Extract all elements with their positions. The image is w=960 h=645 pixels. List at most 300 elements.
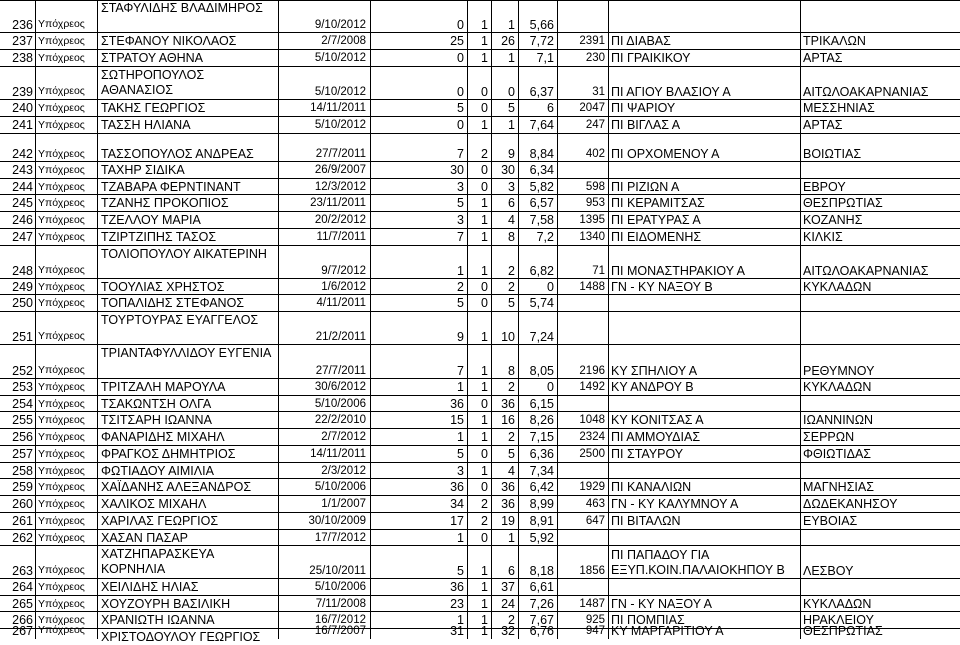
row-col-b[interactable]: 1 <box>468 229 492 246</box>
row-school[interactable]: ΠΙ ΓΡΑΙΚΙΚΟΥ <box>609 50 801 67</box>
row-date[interactable]: 30/10/2009 <box>279 513 371 530</box>
row-type[interactable]: Υπόχρεος <box>36 612 98 629</box>
row-school[interactable]: ΚΥ ΜΑΡΓΑΡΙΤΙΟΥ Α <box>609 629 801 639</box>
row-name[interactable]: ΧΕΙΛΙΔΗΣ ΗΛΙΑΣ <box>98 579 279 596</box>
row-name[interactable]: ΧΡΙΣΤΟΔΟΥΛΟΥ ΓΕΩΡΓΙΟΣ <box>98 629 279 639</box>
row-score[interactable]: 7,15 <box>519 429 558 446</box>
row-score[interactable]: 5,66 <box>519 0 558 33</box>
row-prefecture[interactable]: ΘΕΣΠΡΩΤΙΑΣ <box>803 624 883 638</box>
row-code[interactable]: 1340 <box>558 229 609 246</box>
row-school[interactable]: ΠΙ ΨΑΡΙΟΥ <box>609 100 801 117</box>
row-col-c[interactable]: 32 <box>492 629 519 639</box>
row-col-c[interactable]: 19 <box>492 513 519 530</box>
row-school[interactable]: ΠΙ ΟΡΧΟΜΕΝΟΥ Α <box>609 134 801 162</box>
row-date[interactable]: 5/10/2006 <box>279 396 371 412</box>
row-school[interactable]: ΓΝ - ΚΥ ΚΑΛΥΜΝΟΥ Α <box>609 496 801 513</box>
row-type[interactable]: Υπόχρεος <box>36 446 98 463</box>
row-code[interactable] <box>558 579 609 596</box>
row-type[interactable]: Υπόχρεος <box>36 295 98 312</box>
row-col-b[interactable]: 1 <box>468 33 492 50</box>
row-col-b[interactable]: 1 <box>468 345 492 379</box>
row-code[interactable]: 947 <box>558 629 609 639</box>
row-prefecture[interactable] <box>801 463 960 479</box>
row-col-b[interactable]: 0 <box>468 100 492 117</box>
row-name[interactable]: ΦΩΤΙΑΔΟΥ ΑΙΜΙΛΙΑ <box>98 463 279 479</box>
row-col-b[interactable]: 2 <box>468 496 492 513</box>
row-name[interactable]: ΧΑΣΑΝ ΠΑΣΑΡ <box>98 530 279 546</box>
row-school[interactable] <box>609 396 801 412</box>
row-score[interactable]: 7,58 <box>519 212 558 229</box>
row-school[interactable] <box>609 162 801 179</box>
row-col-a[interactable]: 36 <box>371 396 468 412</box>
row-score[interactable]: 6 <box>519 100 558 117</box>
row-score[interactable]: 8,91 <box>519 513 558 530</box>
row-name[interactable]: ΤΟΠΑΛΙΔΗΣ ΣΤΕΦΑΝΟΣ <box>98 295 279 312</box>
row-col-a[interactable]: 17 <box>371 513 468 530</box>
row-prefecture[interactable] <box>801 530 960 546</box>
row-prefecture[interactable] <box>801 579 960 596</box>
row-col-c[interactable]: 9 <box>492 134 519 162</box>
row-code[interactable]: 230 <box>558 50 609 67</box>
row-name[interactable]: ΣΩΤΗΡΟΠΟΥΛΟΣ ΑΘΑΝΑΣΙΟΣ <box>98 67 279 100</box>
row-score[interactable]: 0 <box>519 279 558 295</box>
row-col-c[interactable]: 2 <box>492 429 519 446</box>
row-date[interactable]: 5/10/2012 <box>279 117 371 134</box>
row-number[interactable]: 259 <box>0 479 36 496</box>
row-prefecture[interactable]: ΕΒΡΟΥ <box>803 179 846 194</box>
row-col-c[interactable]: 1 <box>492 117 519 134</box>
row-col-a[interactable]: 31 <box>371 629 468 639</box>
row-code[interactable]: 2391 <box>558 33 609 50</box>
row-col-a[interactable]: 7 <box>371 134 468 162</box>
row-code[interactable]: 402 <box>558 134 609 162</box>
row-prefecture[interactable]: ΚΥΚΛΑΔΩΝ <box>803 279 872 294</box>
row-col-c[interactable]: 4 <box>492 212 519 229</box>
row-school[interactable]: ΠΙ ΕΙΔΟΜΕΝΗΣ <box>609 229 801 246</box>
row-col-a[interactable]: 0 <box>371 117 468 134</box>
row-type[interactable]: Υπόχρεος <box>36 100 98 117</box>
row-col-a[interactable]: 36 <box>371 479 468 496</box>
row-number[interactable]: 250 <box>0 295 36 312</box>
row-col-c[interactable]: 24 <box>492 596 519 612</box>
row-number[interactable]: 260 <box>0 496 36 513</box>
row-number[interactable]: 239 <box>0 67 36 100</box>
row-col-b[interactable]: 0 <box>468 396 492 412</box>
row-school[interactable] <box>609 463 801 479</box>
row-school[interactable]: ΠΙ ΡΙΖΙΩΝ Α <box>609 179 801 195</box>
row-score[interactable]: 6,42 <box>519 479 558 496</box>
row-prefecture[interactable] <box>801 295 960 312</box>
row-school[interactable]: ΠΙ ΣΤΑΥΡΟΥ <box>609 446 801 463</box>
row-number[interactable]: 236 <box>0 0 36 33</box>
row-col-b[interactable]: 0 <box>468 530 492 546</box>
row-type[interactable]: Υπόχρεος <box>36 379 98 396</box>
row-school[interactable]: ΠΙ ΑΓΙΟΥ ΒΛΑΣΙΟΥ Α <box>609 67 801 100</box>
row-type[interactable]: Υπόχρεος <box>36 134 98 162</box>
row-name[interactable]: ΣΤΕΦΑΝΟΥ ΝΙΚΟΛΑΟΣ <box>98 33 279 50</box>
row-name[interactable]: ΤΑΧΗΡ ΣΙΔΙΚΑ <box>98 162 279 179</box>
row-col-a[interactable]: 30 <box>371 162 468 179</box>
row-code[interactable] <box>558 162 609 179</box>
row-school[interactable]: ΚΥ ΣΠΗΛΙΟΥ Α <box>609 345 801 379</box>
row-code[interactable]: 2324 <box>558 429 609 446</box>
row-col-a[interactable]: 25 <box>371 33 468 50</box>
row-col-c[interactable]: 5 <box>492 295 519 312</box>
row-name[interactable]: ΤΑΚΗΣ ΓΕΩΡΓΙΟΣ <box>98 100 279 117</box>
row-prefecture[interactable]: ΕΥΒΟΙΑΣ <box>803 514 858 528</box>
row-school[interactable] <box>609 0 801 33</box>
row-col-c[interactable]: 8 <box>492 229 519 246</box>
row-score[interactable]: 7,2 <box>519 229 558 246</box>
row-col-c[interactable]: 10 <box>492 312 519 345</box>
row-number[interactable]: 237 <box>0 33 36 50</box>
row-prefecture[interactable] <box>801 396 960 412</box>
row-col-a[interactable]: 1 <box>371 246 468 279</box>
row-name[interactable]: ΧΑΛΙΚΟΣ ΜΙΧΑΗΛ <box>98 496 279 513</box>
row-prefecture[interactable]: ΜΑΓΝΗΣΙΑΣ <box>803 480 874 494</box>
row-col-c[interactable]: 36 <box>492 496 519 513</box>
row-prefecture[interactable]: ΗΡΑΚΛΕΙΟΥ <box>803 613 874 627</box>
row-code[interactable]: 31 <box>558 67 609 100</box>
row-code[interactable]: 1395 <box>558 212 609 229</box>
row-name[interactable]: ΦΡΑΓΚΟΣ ΔΗΜΗΤΡΙΟΣ <box>98 446 279 463</box>
row-type[interactable]: Υπόχρεος <box>36 596 98 612</box>
row-type[interactable]: Υπόχρεος <box>36 345 98 379</box>
row-type[interactable]: Υπόχρεος <box>36 67 98 100</box>
row-school[interactable]: ΠΙ ΜΟΝΑΣΤΗΡΑΚΙΟΥ Α <box>609 246 801 279</box>
row-col-b[interactable]: 0 <box>468 279 492 295</box>
row-col-a[interactable]: 5 <box>371 195 468 212</box>
row-col-b[interactable]: 1 <box>468 117 492 134</box>
row-prefecture[interactable]: ΑΡΤΑΣ <box>803 118 843 132</box>
row-code[interactable]: 925 <box>558 612 609 629</box>
row-score[interactable]: 8,26 <box>519 412 558 429</box>
row-type[interactable]: Υπόχρεος <box>36 496 98 513</box>
row-code[interactable] <box>558 463 609 479</box>
row-school[interactable] <box>609 312 801 345</box>
row-number[interactable]: 252 <box>0 345 36 379</box>
row-number[interactable]: 262 <box>0 530 36 546</box>
row-col-c[interactable]: 2 <box>492 379 519 396</box>
row-date[interactable]: 27/7/2011 <box>279 134 371 162</box>
row-prefecture[interactable]: ΑΙΤΩΛΟΑΚΑΡΝΑΝΙΑΣ <box>803 264 929 278</box>
row-date[interactable]: 9/7/2012 <box>279 246 371 279</box>
row-col-c[interactable]: 2 <box>492 246 519 279</box>
row-col-b[interactable]: 0 <box>468 479 492 496</box>
row-date[interactable]: 20/2/2012 <box>279 212 371 229</box>
row-col-c[interactable]: 6 <box>492 195 519 212</box>
row-score[interactable]: 6,36 <box>519 446 558 463</box>
row-name[interactable]: ΤΟΟΥΛΙΑΣ ΧΡΗΣΤΟΣ <box>98 279 279 295</box>
row-type[interactable]: Υπόχρεος <box>36 579 98 596</box>
row-date[interactable]: 27/7/2011 <box>279 345 371 379</box>
row-code[interactable] <box>558 396 609 412</box>
row-prefecture[interactable]: ΛΕΣΒΟΥ <box>803 564 854 578</box>
row-code[interactable]: 1492 <box>558 379 609 396</box>
row-school[interactable] <box>609 579 801 596</box>
row-score[interactable]: 6,34 <box>519 162 558 179</box>
row-col-b[interactable]: 1 <box>468 629 492 639</box>
row-code[interactable] <box>558 530 609 546</box>
row-score[interactable]: 0 <box>519 379 558 396</box>
row-col-b[interactable]: 1 <box>468 412 492 429</box>
row-col-b[interactable]: 1 <box>468 246 492 279</box>
row-prefecture[interactable]: ΦΘΙΩΤΙΔΑΣ <box>803 447 872 461</box>
row-score[interactable]: 6,15 <box>519 396 558 412</box>
row-col-a[interactable]: 5 <box>371 446 468 463</box>
row-type[interactable]: Υπόχρεος <box>36 463 98 479</box>
row-date[interactable]: 4/11/2011 <box>279 295 371 312</box>
row-col-b[interactable]: 1 <box>468 429 492 446</box>
row-col-c[interactable]: 36 <box>492 396 519 412</box>
row-prefecture[interactable] <box>801 162 960 179</box>
row-col-b[interactable]: 0 <box>468 446 492 463</box>
row-date[interactable]: 1/6/2012 <box>279 279 371 295</box>
row-number[interactable]: 246 <box>0 212 36 229</box>
row-score[interactable]: 8,84 <box>519 134 558 162</box>
row-school[interactable]: ΠΙ ΕΡΑΤΥΡΑΣ Α <box>609 212 801 229</box>
row-col-b[interactable]: 1 <box>468 463 492 479</box>
row-col-c[interactable]: 37 <box>492 579 519 596</box>
row-code[interactable]: 953 <box>558 195 609 212</box>
row-col-b[interactable]: 0 <box>468 67 492 100</box>
row-col-c[interactable]: 5 <box>492 446 519 463</box>
row-col-b[interactable]: 0 <box>468 162 492 179</box>
row-prefecture[interactable]: ΒΟΙΩΤΙΑΣ <box>803 147 862 161</box>
row-type[interactable]: Υπόχρεος <box>36 0 98 33</box>
row-type[interactable]: Υπόχρεος <box>36 412 98 429</box>
row-code[interactable] <box>558 295 609 312</box>
row-name[interactable]: ΧΑΡΙΛΑΣ ΓΕΩΡΓΙΟΣ <box>98 513 279 530</box>
row-school[interactable]: ΠΙ ΒΙΤΑΛΩΝ <box>609 513 801 530</box>
row-col-c[interactable]: 2 <box>492 279 519 295</box>
row-name[interactable]: ΧΑΪΔΑΝΗΣ ΑΛΕΞΑΝΔΡΟΣ <box>98 479 279 496</box>
row-col-b[interactable]: 1 <box>468 312 492 345</box>
row-number[interactable]: 240 <box>0 100 36 117</box>
row-number[interactable]: 257 <box>0 446 36 463</box>
row-score[interactable]: 7,34 <box>519 463 558 479</box>
row-name[interactable]: ΤΟΛΙΟΠΟΥΛΟΥ ΑΙΚΑΤΕΡΙΝΗ <box>98 246 279 279</box>
row-date[interactable]: 22/2/2010 <box>279 412 371 429</box>
row-score[interactable]: 7,67 <box>519 612 558 629</box>
row-col-a[interactable]: 0 <box>371 67 468 100</box>
row-col-b[interactable]: 2 <box>468 513 492 530</box>
row-col-b[interactable]: 0 <box>468 179 492 195</box>
row-date[interactable]: 5/10/2012 <box>279 67 371 100</box>
row-code[interactable]: 1488 <box>558 279 609 295</box>
row-prefecture[interactable]: ΘΕΣΠΡΩΤΙΑΣ <box>803 196 883 210</box>
row-col-a[interactable]: 15 <box>371 412 468 429</box>
row-col-c[interactable]: 30 <box>492 162 519 179</box>
row-number[interactable]: 266 <box>0 612 36 629</box>
row-number[interactable]: 242 <box>0 134 36 162</box>
row-date[interactable]: 7/11/2008 <box>279 596 371 612</box>
row-school[interactable] <box>609 295 801 312</box>
row-code[interactable] <box>558 0 609 33</box>
row-col-c[interactable]: 16 <box>492 412 519 429</box>
row-type[interactable]: Υπόχρεος <box>36 312 98 345</box>
row-col-a[interactable]: 34 <box>371 496 468 513</box>
row-col-a[interactable]: 1 <box>371 429 468 446</box>
row-prefecture[interactable]: ΤΡΙΚΑΛΩΝ <box>803 34 866 48</box>
row-prefecture[interactable]: ΚΙΛΚΙΣ <box>803 230 843 244</box>
row-col-b[interactable]: 1 <box>468 212 492 229</box>
row-number[interactable]: 245 <box>0 195 36 212</box>
row-type[interactable]: Υπόχρεος <box>36 179 98 195</box>
row-score[interactable]: 6,82 <box>519 246 558 279</box>
row-date[interactable]: 16/7/2012 <box>279 612 371 629</box>
row-col-b[interactable]: 2 <box>468 134 492 162</box>
row-date[interactable]: 2/7/2008 <box>279 33 371 50</box>
row-prefecture[interactable]: ΚΟΖΑΝΗΣ <box>803 213 863 227</box>
row-date[interactable]: 16/7/2007 <box>279 629 371 639</box>
row-name[interactable]: ΧΟΥΖΟΥΡΗ ΒΑΣΙΛΙΚΗ <box>98 596 279 612</box>
row-score[interactable]: 7,64 <box>519 117 558 134</box>
row-date[interactable]: 2/7/2012 <box>279 429 371 446</box>
row-score[interactable]: 5,82 <box>519 179 558 195</box>
row-prefecture[interactable]: ΑΡΤΑΣ <box>803 51 843 65</box>
row-col-a[interactable]: 7 <box>371 229 468 246</box>
row-type[interactable]: Υπόχρεος <box>36 513 98 530</box>
row-col-a[interactable]: 7 <box>371 345 468 379</box>
row-name[interactable]: ΤΡΙΤΖΑΛΗ ΜΑΡΟΥΛΑ <box>98 379 279 396</box>
row-score[interactable]: 7,1 <box>519 50 558 67</box>
row-type[interactable]: Υπόχρεος <box>36 279 98 295</box>
row-prefecture[interactable] <box>801 312 960 345</box>
row-code[interactable]: 1487 <box>558 596 609 612</box>
row-school[interactable]: ΠΙ ΒΙΓΛΑΣ Α <box>609 117 801 134</box>
row-type[interactable]: Υπόχρεος <box>36 546 98 579</box>
row-name[interactable]: ΤΖΙΡΤΖΙΠΗΣ ΤΑΣΟΣ <box>98 229 279 246</box>
row-name[interactable]: ΤΣΑΚΩΝΤΣΗ ΟΛΓΑ <box>98 396 279 412</box>
row-number[interactable]: 263 <box>0 546 36 579</box>
row-code[interactable]: 2196 <box>558 345 609 379</box>
row-number[interactable]: 244 <box>0 179 36 195</box>
row-name[interactable]: ΤΑΣΣΗ ΗΛΙΑΝΑ <box>98 117 279 134</box>
row-date[interactable]: 17/7/2012 <box>279 530 371 546</box>
row-code[interactable]: 1856 <box>558 546 609 579</box>
row-col-a[interactable]: 9 <box>371 312 468 345</box>
row-code[interactable]: 1048 <box>558 412 609 429</box>
row-number[interactable]: 248 <box>0 246 36 279</box>
row-date[interactable]: 5/10/2006 <box>279 479 371 496</box>
row-number[interactable]: 261 <box>0 513 36 530</box>
row-number[interactable]: 265 <box>0 596 36 612</box>
row-type[interactable]: Υπόχρεος <box>36 195 98 212</box>
row-number[interactable]: 254 <box>0 396 36 412</box>
row-number[interactable]: 243 <box>0 162 36 179</box>
row-name[interactable]: ΤΟΥΡΤΟΥΡΑΣ ΕΥΑΓΓΕΛΟΣ <box>98 312 279 345</box>
row-prefecture[interactable]: ΜΕΣΣΗΝΙΑΣ <box>803 101 875 115</box>
row-date[interactable]: 5/10/2012 <box>279 50 371 67</box>
row-score[interactable]: 8,18 <box>519 546 558 579</box>
row-number[interactable]: 267 <box>0 629 36 639</box>
row-date[interactable]: 9/10/2012 <box>279 0 371 33</box>
row-prefecture[interactable]: ΣΕΡΡΩΝ <box>803 430 855 444</box>
row-code[interactable] <box>558 312 609 345</box>
row-school[interactable]: ΠΙ ΚΕΡΑΜΙΤΣΑΣ <box>609 195 801 212</box>
row-school[interactable]: ΠΙ ΚΑΝΑΛΙΩΝ <box>609 479 801 496</box>
row-col-c[interactable]: 0 <box>492 67 519 100</box>
row-school[interactable]: ΠΙ ΠΑΠΑΔΟΥ ΓΙΑ ΕΞΥΠ.ΚΟΙΝ.ΠΑΛΑΙΟΚΗΠΟΥ Β <box>609 546 801 579</box>
row-number[interactable]: 249 <box>0 279 36 295</box>
row-date[interactable]: 1/1/2007 <box>279 496 371 513</box>
row-col-b[interactable]: 1 <box>468 579 492 596</box>
row-col-a[interactable]: 3 <box>371 212 468 229</box>
row-score[interactable]: 5,92 <box>519 530 558 546</box>
row-score[interactable]: 8,05 <box>519 345 558 379</box>
row-col-b[interactable]: 0 <box>468 295 492 312</box>
row-score[interactable]: 6,61 <box>519 579 558 596</box>
row-prefecture[interactable]: ΚΥΚΛΑΔΩΝ <box>803 596 872 611</box>
row-col-a[interactable]: 5 <box>371 100 468 117</box>
row-score[interactable]: 7,24 <box>519 312 558 345</box>
row-col-b[interactable]: 1 <box>468 50 492 67</box>
row-code[interactable]: 71 <box>558 246 609 279</box>
row-date[interactable]: 26/9/2007 <box>279 162 371 179</box>
row-prefecture[interactable]: ΚΥΚΛΑΔΩΝ <box>803 380 872 394</box>
row-school[interactable]: ΚΥ ΑΝΔΡΟΥ Β <box>609 379 801 396</box>
row-number[interactable]: 238 <box>0 50 36 67</box>
row-code[interactable]: 247 <box>558 117 609 134</box>
row-name[interactable]: ΣΤΡΑΤΟΥ ΑΘΗΝΑ <box>98 50 279 67</box>
row-col-c[interactable]: 1 <box>492 50 519 67</box>
row-type[interactable]: Υπόχρεος <box>36 33 98 50</box>
row-score[interactable]: 7,72 <box>519 33 558 50</box>
row-score[interactable]: 5,74 <box>519 295 558 312</box>
row-col-c[interactable]: 6 <box>492 546 519 579</box>
row-number[interactable]: 256 <box>0 429 36 446</box>
row-type[interactable]: Υπόχρεος <box>36 162 98 179</box>
row-prefecture[interactable]: ΡΕΘΥΜΝΟΥ <box>803 364 875 378</box>
row-col-a[interactable]: 2 <box>371 279 468 295</box>
row-date[interactable]: 25/10/2011 <box>279 546 371 579</box>
row-date[interactable]: 14/11/2011 <box>279 446 371 463</box>
row-score[interactable]: 6,37 <box>519 67 558 100</box>
row-number[interactable]: 247 <box>0 229 36 246</box>
row-col-c[interactable]: 4 <box>492 463 519 479</box>
row-code[interactable]: 598 <box>558 179 609 195</box>
row-name[interactable]: ΣΤΑΦΥΛΙΔΗΣ ΒΛΑΔΙΜΗΡΟΣ <box>98 0 279 33</box>
row-prefecture[interactable]: ΔΩΔΕΚΑΝΗΣΟΥ <box>803 497 898 511</box>
row-school[interactable]: ΓΝ - ΚΥ ΝΑΞΟΥ Β <box>609 279 801 295</box>
row-code[interactable]: 647 <box>558 513 609 530</box>
row-score[interactable]: 6,57 <box>519 195 558 212</box>
row-name[interactable]: ΤΡΙΑΝΤΑΦΥΛΛΙΔΟΥ ΕΥΓΕΝΙΑ <box>98 345 279 379</box>
row-type[interactable]: Υπόχρεος <box>36 396 98 412</box>
row-school[interactable]: ΓΝ - ΚΥ ΝΑΞΟΥ Α <box>609 596 801 612</box>
row-school[interactable] <box>609 530 801 546</box>
row-number[interactable]: 264 <box>0 579 36 596</box>
row-school[interactable]: ΚΥ ΚΟΝΙΤΣΑΣ Α <box>609 412 801 429</box>
row-type[interactable]: Υπόχρεος <box>36 429 98 446</box>
row-col-a[interactable]: 3 <box>371 463 468 479</box>
row-type[interactable]: Υπόχρεος <box>36 246 98 279</box>
row-type[interactable]: Υπόχρεος <box>36 479 98 496</box>
row-date[interactable]: 23/11/2011 <box>279 195 371 212</box>
row-name[interactable]: ΤΣΙΤΣΑΡΗ ΙΩΑΝΝΑ <box>98 412 279 429</box>
row-col-c[interactable]: 3 <box>492 179 519 195</box>
row-col-c[interactable]: 8 <box>492 345 519 379</box>
row-col-a[interactable]: 3 <box>371 179 468 195</box>
row-name[interactable]: ΤΖΑΝΗΣ ΠΡΟΚΟΠΙΟΣ <box>98 195 279 212</box>
row-score[interactable]: 8,99 <box>519 496 558 513</box>
row-type[interactable]: Υπόχρεος <box>36 629 98 639</box>
row-col-a[interactable]: 0 <box>371 0 468 33</box>
row-name[interactable]: ΧΑΤΖΗΠΑΡΑΣΚΕΥΑ ΚΟΡΝΗΛΙΑ <box>98 546 279 579</box>
row-type[interactable]: Υπόχρεος <box>36 212 98 229</box>
row-col-b[interactable]: 1 <box>468 0 492 33</box>
